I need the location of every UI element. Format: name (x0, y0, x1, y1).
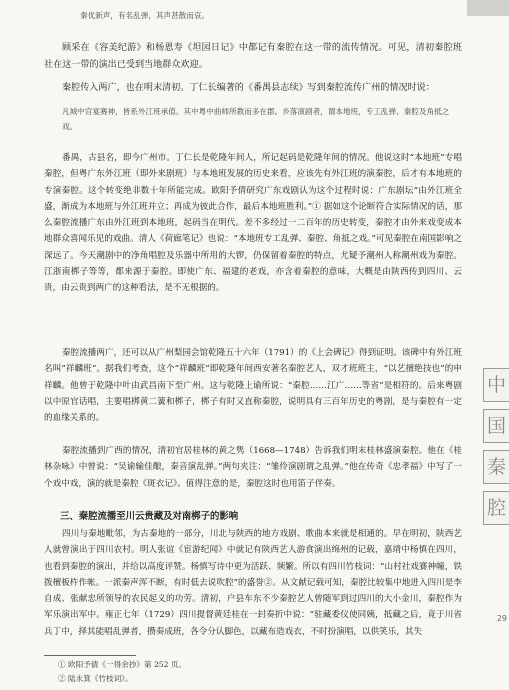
paragraph-1: 顾采在《容美纪游》和杨恩寿《坦园日记》中都记有秦腔在这一带的流传情况。可见，清初秦腔班社在这一带的演出已受到当地群众欢迎。 (44, 43, 462, 70)
paragraph-4: 秦腔流播两广，还可以从广州梨园会馆乾隆五十六年（1791）的《上会碑记》得到证明。该碑中有外江班名叫“祥麟班”。据我们考查，这个“祥麟班”即乾隆年间西安著名秦腔艺人，双才班班主，“以艺擅绝技也”的申祥麟。他曾于乾隆中叶由武昌南下至广州。这与乾隆上谕所说：“秦腔……江广……等省”是相符的。后来粤剧以中原官话唱，主要唱梆黄二簧和梆子，梆子有时又直称秦腔，说明具有三百年历史的粤剧，是与秦腔有一定的血缘关系的。 (44, 348, 462, 424)
header-quote: 秦优新声，有名乱弹，其声甚散而哀。 (80, 11, 210, 20)
section-heading: 三、秦腔流播至川云贵藏及对南梆子的影响 (60, 511, 239, 522)
side-tab-char-4: 腔 (483, 491, 509, 525)
side-tab (483, 368, 509, 612)
footnote-2: ② 陆永箕《竹枝词》。 (58, 674, 133, 683)
paragraph-2: 秦腔传入两广，也在明末清初。丁仁长编著的《番禺县志续》写到秦腔流传广州的情况时说： (62, 83, 435, 93)
paragraph-5: 秦腔流播到广西的情况，清初官居桂林的黄之隽（1668—1748）告诉我们明末桂林盛演秦腔。他在《桂林杂咏》中曾说：“吴谕输佳酿，秦音演乱弹。”两句夹注：“雏伶演剧谓之乱弹。”他在传奇《忠孝福》中写了一个戏中戏，演的就是秦腔《斑衣记》。值得注意的是，秦腔这时也用笛子伴奏。 (44, 446, 462, 489)
side-tab-char-3: 秦 (483, 450, 509, 484)
side-tab-char-2: 国 (483, 409, 509, 443)
paragraph-6: 四川与秦地毗邻，为古秦地的一部分，川北与陕西的地方戏剧、歌曲本来就是相通的。早在明初，陕西艺人就曾演出于四川农村。明人张谊《宦游纪闻》中就记有陕西艺人游食演出绵州的记载，嘉靖中杨慎在四川，也看到秦腔的演出，并给以高度评赞。杨慎写诗中更为活跃、频繁。所以有四川竹枝词：“山村社戏赛神幢，铁拨檀板杵作帐。一派秦声浑不断，有时低去说吹腔”的盛誉②。从文献记载可知，秦腔比较集中地进入四川是李自成、张献忠所领导的农民起义的功劳。清初，户县车东不少秦腔艺人曾随军到过四川的大小金川，秦腔作为军乐演出军中。雍正七年（1729）四川提督黄廷桂在一封奏折中说：“驻藏委仪使同姨，抵藏之后，竟于川省兵丁中，择其能唱乱弹者，攒奏成班，各令分认脚色，以藏布造戏衣，不时扮演唱，以供笑乐，其失 (44, 529, 462, 637)
footnote-rule (44, 655, 136, 656)
side-tab-char-1: 中 (483, 368, 509, 402)
scan-edge (467, 0, 509, 16)
quote-block: 凡城中官宴赛神，皆系外江班承值。其中粤中曲师所教而多在郡。乡落演剧者，谓本地班，专工乱弹、秦腔及角抵之戏。 (62, 107, 450, 131)
paragraph-3: 番禺，古县名，即今广州市。丁仁长是乾隆年间人，所记起码是乾隆年间的情况。他说这时“本地班”专唱秦腔，但粤广东外江班（即外来剧班）与本地班发展的历史来看，应该先有外江班的演秦腔，后才有本地班的专演秦腔。这个转变绝非数十年所能完成。欧阳予倩研究广东戏剧认为这个过程时说：广东剧坛“由外江班全盛，渐成为本地班与外江班并立；再成为彼此合作，最后本地班胜利。”① 据如这个论断符合实际情况的话，那么秦腔流播广东由外江班到本地班，起码当在明代。差不多经过一二百年的历史转变，秦腔才由外来戏变成本地群众喜闻乐见的戏曲。清人《荷廊笔记》也说：“本地班专工乱弹、秦腔、角抵之戏。”可见秦腔在南国影响之深远了。今天潮剧中的净角唱腔及乐器中所用的大锣，仍保留着秦腔的特点，尤疑予潮州人称潮州戏为秦腔。江浙南梆子等等，都来源于秦腔。即使广东、福建的老戏，亦含着秦腔的意味，大概是由陕西传到四川、云贵，由云贵到两广的这种看法，是不无根据的。 (44, 153, 462, 294)
page-number: 29 (496, 614, 507, 623)
footnote-1: ① 欧阳予倩《一得余抄》第 252 页。 (58, 660, 187, 669)
